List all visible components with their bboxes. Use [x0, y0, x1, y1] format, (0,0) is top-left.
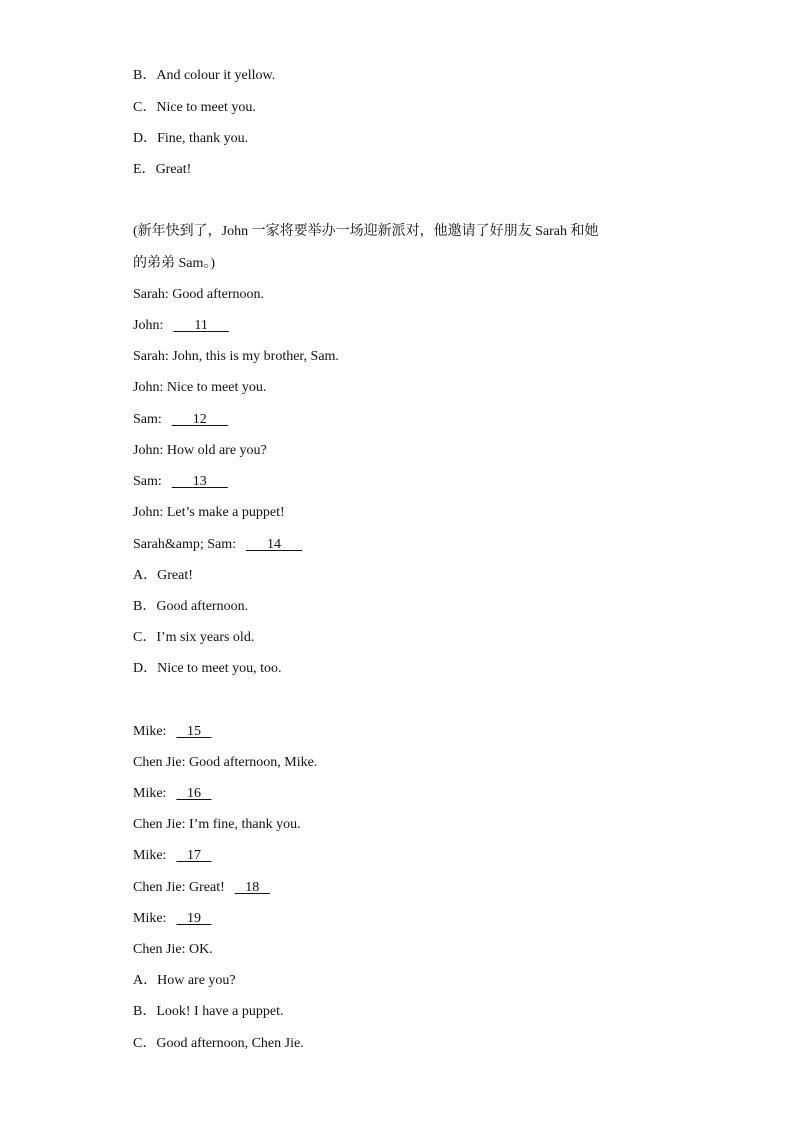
dialogue-line: John: Nice to meet you.	[133, 380, 267, 395]
dialogue-line: Mike: 19	[133, 910, 211, 928]
option-c: C．Nice to meet you.	[133, 100, 256, 115]
answer-blank[interactable]: 13	[192, 474, 207, 489]
dialogue-line: John: 11	[133, 317, 229, 335]
answer-blank[interactable]: 11	[194, 318, 208, 333]
answer-blank[interactable]: 14	[267, 537, 282, 552]
option-b: B．And colour it yellow.	[133, 68, 276, 83]
dialogue-line: Sam: 12	[133, 411, 228, 429]
answer-blank[interactable]: 18	[245, 880, 260, 895]
option-d: D．Nice to meet you, too.	[133, 661, 282, 676]
option-d: D．Fine, thank you.	[133, 131, 249, 146]
answer-blank[interactable]: 16	[186, 786, 201, 801]
answer-blank[interactable]: 15	[186, 724, 201, 739]
option-b: B．Look! I have a puppet.	[133, 1004, 284, 1019]
option-a: A．How are you?	[133, 973, 236, 988]
answer-blank[interactable]: 17	[186, 848, 201, 863]
dialogue-line: Sarah: John, this is my brother, Sam.	[133, 349, 339, 364]
dialogue-line: Chen Jie: OK.	[133, 942, 213, 957]
intro-line-1: (新年快到了，John 一家将要举办一场迎新派对，他邀请了好朋友 Sarah 和她	[133, 224, 599, 239]
dialogue-line: Mike: 15	[133, 723, 211, 741]
option-a: A．Great!	[133, 568, 193, 583]
dialogue-line: Chen Jie: Good afternoon, Mike.	[133, 755, 318, 770]
intro-line-2: 的弟弟 Sam。)	[133, 256, 216, 271]
dialogue-line: John: Let’s make a puppet!	[133, 505, 285, 520]
answer-blank[interactable]: 12	[192, 412, 207, 427]
dialogue-line: John: How old are you?	[133, 443, 267, 458]
dialogue-line: Mike: 17	[133, 847, 211, 865]
dialogue-line: Mike: 16	[133, 785, 211, 803]
dialogue-line: Chen Jie: Great! 18	[133, 879, 270, 897]
dialogue-line: Sam: 13	[133, 473, 228, 491]
option-c: C．I’m six years old.	[133, 630, 255, 645]
answer-blank[interactable]: 19	[186, 911, 201, 926]
option-c: C．Good afternoon, Chen Jie.	[133, 1036, 304, 1051]
option-b: B．Good afternoon.	[133, 599, 249, 614]
dialogue-line: Sarah&amp; Sam: 14	[133, 536, 302, 554]
dialogue-line: Sarah: Good afternoon.	[133, 287, 265, 302]
option-e: E．Great!	[133, 162, 192, 177]
dialogue-line: Chen Jie: I’m fine, thank you.	[133, 817, 301, 832]
